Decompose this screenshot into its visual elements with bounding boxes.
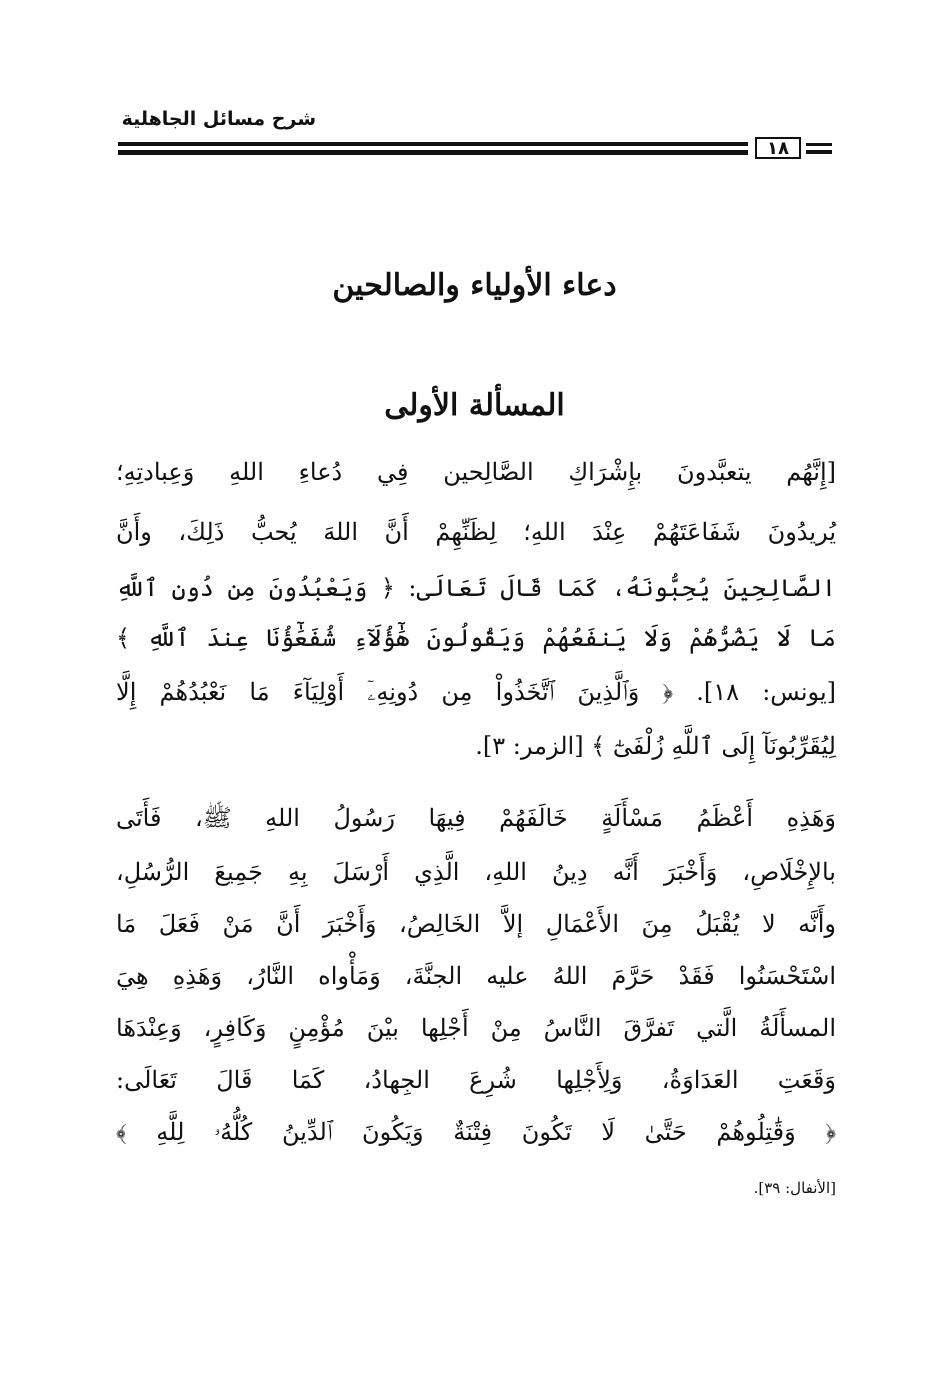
paragraph2-line: المسأَلَةُ الَّتي تَفرَّقَ النَّاسُ مِنْ أَجْلِها بيْنَ مُؤْمِنٍ وَكَافِرٍ، وَعِنْدَهَا xyxy=(116,1014,836,1042)
paragraph2-line: ﴿ وَقَٰتِلُوهُمْ حَتَّىٰ لَا تَكُونَ فِتْنَةٌ وَيَكُونَ ٱلدِّينُ كُلُّهُۥ لِلَّهِ ﴾ xyxy=(116,1118,836,1146)
chapter-title: دعاء الأولياء والصالحين xyxy=(332,268,617,303)
header-rule-right-bottom xyxy=(806,150,832,154)
header-rule-top xyxy=(118,142,748,146)
paragraph2-line: وَقَعَتِ العَدَاوَةُ، وَلِأَجْلِها شُرِعَ الجِهادُ، كَمَا قَالَ تَعَالَى: xyxy=(116,1066,836,1094)
paragraph2-citation: [الأنفال: ٣٩]. xyxy=(753,1179,836,1197)
section-title: المسألة الأولى xyxy=(384,388,565,423)
paragraph2-line: وأَنَّه لا يُقْبَلُ مِنَ الأَعْمَالِ إلاَّ الخَالِصُ، وَأَخْبَرَ أَنَّ مَنْ فَعَلَ مَا xyxy=(116,910,836,938)
page-number: ١٨ xyxy=(755,137,801,159)
running-title: شرح مسائل الجاهلية xyxy=(121,108,316,130)
header-rule-right-top xyxy=(806,143,832,146)
paragraph2-line: اسْتَحْسَنُوا فَقَدْ حَرَّمَ اللهُ عليه الجنَّةَ، وَمَأْواه النَّارُ، وَهَذِهِ هِيَ xyxy=(116,962,836,990)
paragraph1-line: يُريدُونَ شَفَاعَتَهُمْ عِنْدَ اللهِ؛ لِظَنِّهِمْ أَنَّ اللهَ يُحبُّ ذَلِكَ، وأَنَّ xyxy=(116,518,836,546)
paragraph2-line: بالإِخْلَاصِ، وَأَخْبَرَ أَنَّه دِينُ اللهِ، الَّذِي أَرْسَلَ بِهِ جَمِيعَ الرُّسُلِ، xyxy=(116,858,836,886)
paragraph1-line: لِيُقَرِّبُونَآ إِلَى ٱللَّهِ زُلْفَىٰٓ ﴾ [الزمر: ٣]. xyxy=(475,732,836,760)
paragraph2-line: وَهَذِهِ أَعْظَمُ مَسْأَلَةٍ خَالَفَهُمْ فِيهَا رَسُولُ اللهِ ﷺ، فَأَتَى xyxy=(116,804,836,832)
paragraph1-line: [إِنَّهُم يتعبَّدونَ بإِشْرَاكِ الصَّالِحين فِي دُعاءِ اللهِ وَعِبادتِهِ؛ xyxy=(116,458,836,486)
paragraph1-line: [يونس: ١٨]. ﴿ وَٱلَّذِينَ ٱتَّخَذُواْ مِن دُونِهِۦٓ أَوْلِيَآءَ مَا نَعْبُدُهُمْ إِلَّا xyxy=(116,678,836,706)
header-rule-bottom xyxy=(118,150,748,155)
paragraph1-line: الصَّالِحِينَ يُحِبُّونَهُ، كَمَا قَالَ تَعَالَى: ﴿ وَيَعْبُدُونَ مِن دُونِ ٱللَّهِ xyxy=(116,574,836,602)
paragraph1-line: مَا لَا يَضُرُّهُمْ وَلَا يَنفَعُهُمْ وَيَقُولُونَ هَٰٓؤُلَآءِ شُفَعَٰٓؤُنَا عِندَ ٱللَّهِ ﴾ xyxy=(116,624,836,652)
